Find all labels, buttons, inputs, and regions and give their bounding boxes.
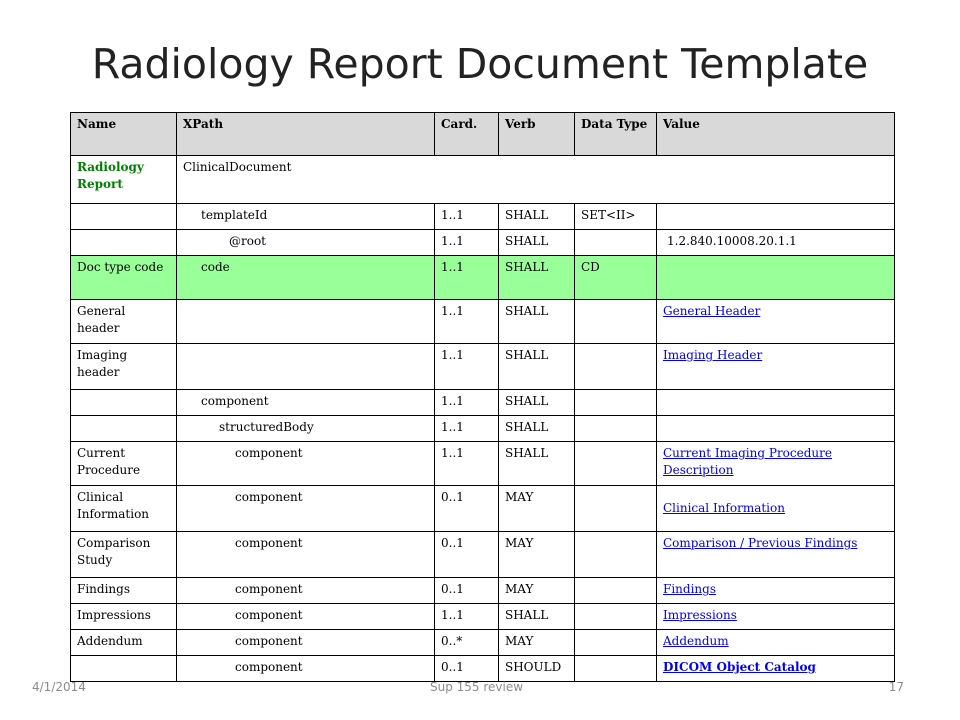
cell-xpath: component xyxy=(177,390,435,416)
impressions-link[interactable]: Impressions xyxy=(663,608,737,622)
table-row xyxy=(71,630,895,656)
findings-link[interactable]: Findings xyxy=(663,582,716,596)
table-row xyxy=(71,604,895,630)
cell-name: Addendum xyxy=(71,630,177,656)
header-card: Card. xyxy=(435,113,499,156)
cell-card: 1..1 xyxy=(435,344,499,390)
cell-datatype xyxy=(575,630,657,656)
footer-date: 4/1/2014 xyxy=(32,680,86,694)
cell-verb: SHALL xyxy=(499,442,575,486)
cell-datatype xyxy=(575,656,657,682)
cell-verb: SHALL xyxy=(499,390,575,416)
cell-value xyxy=(657,604,895,630)
cell-name xyxy=(71,416,177,442)
cell-card: 1..1 xyxy=(435,390,499,416)
header-xpath: XPath xyxy=(177,113,435,156)
current-procedure-link[interactable]: Current Imaging Procedure Description xyxy=(663,446,832,477)
cell-value xyxy=(657,416,895,442)
header-verb: Verb xyxy=(499,113,575,156)
table-row xyxy=(71,344,895,390)
cell-value: 1.2.840.10008.20.1.1 xyxy=(657,230,895,256)
dicom-catalog-link[interactable]: DICOM Object Catalog xyxy=(663,660,816,674)
general-header-link[interactable]: General Header xyxy=(663,304,761,318)
cell-verb: MAY xyxy=(499,578,575,604)
clinical-information-link[interactable]: Clinical Information xyxy=(663,501,785,515)
cell-xpath: structuredBody xyxy=(177,416,435,442)
cell-verb: SHALL xyxy=(499,204,575,230)
cell-value xyxy=(657,578,895,604)
cell-verb: SHALL xyxy=(499,230,575,256)
table-row xyxy=(71,300,895,344)
cell-name xyxy=(71,230,177,256)
cell-verb: SHALL xyxy=(499,416,575,442)
cell-xpath: component xyxy=(177,630,435,656)
cell-card: 1..1 xyxy=(435,604,499,630)
cell-datatype xyxy=(575,416,657,442)
cell-value xyxy=(657,390,895,416)
cell-datatype xyxy=(575,230,657,256)
cell-xpath: component xyxy=(177,578,435,604)
cell-card: 1..1 xyxy=(435,442,499,486)
cell-name: Radiology Report xyxy=(71,156,177,204)
cell-card: 0..1 xyxy=(435,486,499,532)
cell-datatype xyxy=(575,578,657,604)
template-table xyxy=(70,112,895,682)
cell-xpath: component xyxy=(177,656,435,682)
cell-verb: SHALL xyxy=(499,300,575,344)
addendum-link[interactable]: Addendum xyxy=(663,634,729,648)
cell-card: 1..1 xyxy=(435,416,499,442)
cell-card: 1..1 xyxy=(435,204,499,230)
cell-xpath: templateId xyxy=(177,204,435,230)
cell-xpath: component xyxy=(177,442,435,486)
table-row xyxy=(71,442,895,486)
footer-center: Sup 155 review xyxy=(430,680,524,694)
cell-value xyxy=(657,656,895,682)
cell-name xyxy=(71,390,177,416)
table-row xyxy=(71,230,895,256)
cell-xpath xyxy=(177,344,435,390)
cell-datatype xyxy=(575,442,657,486)
cell-xpath: component xyxy=(177,604,435,630)
cell-value xyxy=(657,486,895,532)
cell-xpath: @root xyxy=(177,230,435,256)
cell-verb: SHALL xyxy=(499,256,575,300)
cell-verb: MAY xyxy=(499,532,575,578)
cell-value xyxy=(657,204,895,230)
cell-card: 0..1 xyxy=(435,578,499,604)
cell-name: Imaging header xyxy=(71,344,177,390)
cell-datatype xyxy=(575,604,657,630)
cell-name: Doc type code xyxy=(71,256,177,300)
table-row-highlighted xyxy=(71,256,895,300)
cell-verb: SHOULD xyxy=(499,656,575,682)
cell-xpath: component xyxy=(177,532,435,578)
cell-verb: MAY xyxy=(499,486,575,532)
cell-name xyxy=(71,656,177,682)
cell-datatype: CD xyxy=(575,256,657,300)
cell-name: Clinical Information xyxy=(71,486,177,532)
header-value: Value xyxy=(657,113,895,156)
cell-xpath: code xyxy=(177,256,435,300)
cell-xpath xyxy=(177,300,435,344)
cell-value xyxy=(657,344,895,390)
cell-card: 0..* xyxy=(435,630,499,656)
table-row xyxy=(71,532,895,578)
cell-name xyxy=(71,204,177,230)
cell-xpath: ClinicalDocument xyxy=(177,156,895,204)
cell-datatype xyxy=(575,390,657,416)
table-row xyxy=(71,156,895,204)
cell-value xyxy=(657,630,895,656)
cell-datatype xyxy=(575,486,657,532)
header-datatype: Data Type xyxy=(575,113,657,156)
cell-datatype xyxy=(575,300,657,344)
cell-value xyxy=(657,532,895,578)
cell-value xyxy=(657,256,895,300)
cell-name: Findings xyxy=(71,578,177,604)
header-name: Name xyxy=(71,113,177,156)
table-row xyxy=(71,656,895,682)
table-row xyxy=(71,486,895,532)
cell-verb: SHALL xyxy=(499,604,575,630)
cell-datatype: SET<II> xyxy=(575,204,657,230)
table-row xyxy=(71,204,895,230)
table-row xyxy=(71,578,895,604)
cell-datatype xyxy=(575,344,657,390)
cell-verb: MAY xyxy=(499,630,575,656)
cell-card: 1..1 xyxy=(435,256,499,300)
table-row xyxy=(71,416,895,442)
footer-page-number: 17 xyxy=(888,680,904,694)
cell-name: Impressions xyxy=(71,604,177,630)
cell-datatype xyxy=(575,532,657,578)
cell-name: Comparison Study xyxy=(71,532,177,578)
cell-name: Current Procedure xyxy=(71,442,177,486)
cell-card: 1..1 xyxy=(435,230,499,256)
cell-value xyxy=(657,300,895,344)
table-row xyxy=(71,390,895,416)
cell-card: 0..1 xyxy=(435,656,499,682)
comparison-findings-link[interactable]: Comparison / Previous Findings xyxy=(663,536,858,550)
cell-xpath: component xyxy=(177,486,435,532)
cell-value xyxy=(657,442,895,486)
cell-card: 1..1 xyxy=(435,300,499,344)
cell-verb: SHALL xyxy=(499,344,575,390)
table-header-row xyxy=(71,113,895,156)
cell-card: 0..1 xyxy=(435,532,499,578)
cell-name: General header xyxy=(71,300,177,344)
imaging-header-link[interactable]: Imaging Header xyxy=(663,348,763,362)
slide-title: Radiology Report Document Template xyxy=(91,40,869,88)
